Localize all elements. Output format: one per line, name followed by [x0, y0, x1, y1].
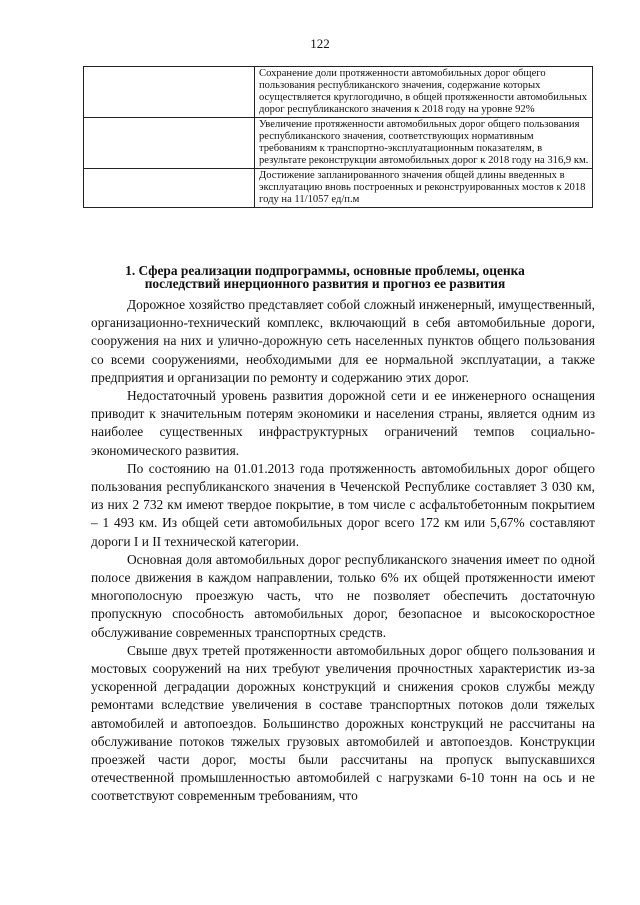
table-cell-empty [84, 169, 255, 208]
paragraph: Дорожное хозяйство представляет собой сложный инженерный, имущественный, организационно-технический комплекс, включающий в себя автомобильные дороги, сооружения на них и улично-дорожную сеть населенных пунктов общего пользования со всеми сооружениями, необходимыми для ее нормальной эксплуатации, а также предприятия и организации по ремонту и содержанию этих дорог. [91, 297, 595, 385]
paragraph: Свыше двух третей протяженности автомобильных дорог общего пользования и мостовых сооружений на них требуют увеличения прочностных характеристик из-за ускоренной деградации дорожных конструкций и снижения сроков службы между ремонтами вследствие увеличения в составе транспортных потоков доли тяжелых автомобилей и автопоездов. Большинство дорожных конструкций не рассчитаны на обслуживание потоков тяжелых грузовых автомобилей и автопоездов. Конструкции проезжей части дорог, мосты были рассчитаны на пропуск выпускавшихся отечественной промышленностью автомобилей с нагрузками 6-10 тонн на ось и не соответствуют современным требованиям, что [91, 642, 595, 804]
table-row [84, 169, 593, 208]
table-cell-target: Достижение запланированного значения общей длины введенных в эксплуатацию вновь построенных и реконструированных мостов к 2018 году на 11/1057 ед/п.м [255, 169, 593, 208]
table-row [84, 67, 593, 118]
page-number: 122 [310, 36, 330, 51]
section-heading: 1. Сфера реализации подпрограммы, основные проблемы, оценка последствий инерционного развития и прогноз ее развития [125, 263, 525, 291]
targets-table [83, 66, 593, 208]
paragraph: Основная доля автомобильных дорог республиканского значения имеет по одной полосе движения в каждом направлении, только 6% их общей протяженности имеют многополосную проезжую часть, что не позволяет обеспечить достаточную пропускную способность автомобильных дорог, безопасное и высокоскоростное обслуживание современных транспортных средств. [91, 551, 595, 640]
table-cell-target: Увеличение протяженности автомобильных дорог общего пользования республиканского значения, соответствующих нормативным требованиям к транспортно-эксплуатационным показателям, в результате реконструкции автомобильных дорог к 2018 году на 316,9 км. [255, 118, 593, 169]
table-cell-target: Сохранение доли протяженности автомобильных дорог общего пользования республиканского значения, содержание которых осуществляется круглогодично, в общей протяженности автомобильных дорог республиканского значения к 2018 году на уровне 92% [255, 67, 593, 118]
paragraph: Недостаточный уровень развития дорожной сети и ее инженерного оснащения приводит к значительным потерям экономики и населения страны, является одним из наиболее существенных инфраструктурных ограничений темпов социально-экономического развития. [91, 388, 595, 458]
table-cell-empty [84, 67, 255, 118]
table-row [84, 118, 593, 169]
body-text [91, 296, 595, 806]
table-cell-empty [84, 118, 255, 169]
paragraph: По состоянию на 01.01.2013 года протяженность автомобильных дорог общего пользования республиканского значения в Чеченской Республике составляет 3 030 км, из них 2 732 км имеют твердое покрытие, в том числе с асфальтобетонным покрытием – 1 493 км. Из общей сети автомобильных дорог всего 172 км или 5,67% составляют дороги I и II технической категории. [91, 460, 595, 549]
